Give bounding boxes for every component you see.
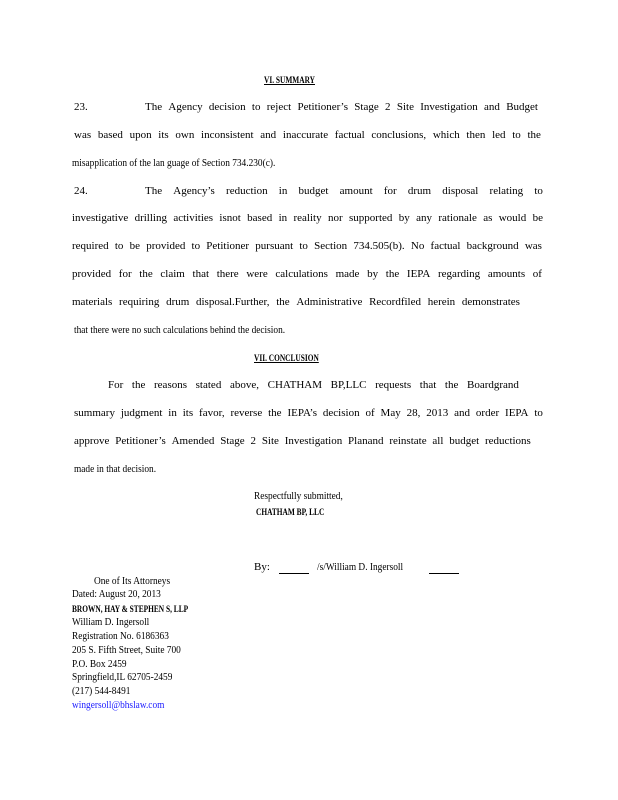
word: activities <box>173 212 214 224</box>
paragraph-number-24: 24. <box>74 185 88 197</box>
word: Stage <box>354 101 379 113</box>
word: provided <box>72 268 112 280</box>
signature-blank-left <box>279 562 309 574</box>
word: reject <box>266 101 292 113</box>
word: by <box>398 212 410 224</box>
word: supported <box>349 212 393 224</box>
word: any <box>416 212 432 224</box>
word: be <box>129 240 141 252</box>
word: Budget <box>506 101 538 113</box>
word: Petitioner’s <box>115 435 166 447</box>
word: as <box>483 212 493 224</box>
word: that <box>419 379 437 391</box>
word: would <box>498 212 527 224</box>
word: CHATHAM <box>267 379 323 391</box>
word: The <box>145 101 163 113</box>
paragraph-24-line-1 <box>145 185 543 198</box>
word: Recordfiled <box>369 296 421 308</box>
word: above, <box>229 379 259 391</box>
registration-number: Registration No. 6186363 <box>72 630 169 642</box>
word: rationale <box>438 212 477 224</box>
word: The <box>145 185 163 197</box>
paragraph-24-line-4 <box>72 268 542 281</box>
word: the <box>268 407 282 419</box>
word: upon <box>129 129 152 141</box>
word: May <box>380 407 401 419</box>
by-label: By: <box>254 561 270 573</box>
word: approve <box>74 435 110 447</box>
word: and <box>454 407 471 419</box>
email-link[interactable]: wingersoll@bhslaw.com <box>72 699 165 711</box>
word: Agency’s <box>173 185 215 197</box>
paragraph-24-line-5 <box>72 296 520 309</box>
word: Investigation <box>284 435 343 447</box>
word: inaccurate <box>282 129 329 141</box>
word: budget <box>298 185 329 197</box>
paragraph-24-line-3 <box>72 240 542 253</box>
word: disposal.Further, <box>196 296 270 308</box>
word: IEPA <box>406 268 431 280</box>
section-heading-conclusion: VII. CONCLUSION <box>254 353 319 363</box>
word: No <box>410 240 425 252</box>
word: drum <box>166 296 190 308</box>
word: amount <box>339 185 373 197</box>
word: requests <box>375 379 412 391</box>
word: IEPA’s <box>287 407 318 419</box>
word: factual <box>334 129 365 141</box>
word: relating <box>489 185 524 197</box>
word: drilling <box>134 212 167 224</box>
word: in <box>278 185 288 197</box>
word: Petitioner <box>206 240 250 252</box>
paragraph-23-line-1 <box>145 101 538 114</box>
signed-name: /s/William D. Ingersoll <box>317 561 404 573</box>
word: For <box>108 379 124 391</box>
word: amounts <box>487 268 526 280</box>
conclusion-line-2 <box>74 407 543 420</box>
word: reverse <box>230 407 263 419</box>
word: to <box>512 129 521 141</box>
word: 28, <box>406 407 421 419</box>
word: reasons <box>154 379 188 391</box>
phone-number: (217) 544-8491 <box>72 685 131 697</box>
word: led <box>492 129 506 141</box>
word: Amended <box>171 435 215 447</box>
word: the <box>385 268 400 280</box>
word: required <box>72 240 109 252</box>
word: there <box>216 268 239 280</box>
word: of <box>365 407 375 419</box>
word: 2 <box>385 101 391 113</box>
attorney-name: William D. Ingersoll <box>72 616 150 628</box>
word: investigative <box>72 212 129 224</box>
word: of <box>532 268 542 280</box>
word: to <box>534 185 543 197</box>
signature-line <box>254 561 459 574</box>
word: requiring <box>119 296 160 308</box>
word: summary <box>74 407 115 419</box>
word: reinstate <box>389 435 427 447</box>
word: were <box>246 268 268 280</box>
word: Stage <box>220 435 245 447</box>
word: pursuant <box>255 240 294 252</box>
signature-party: CHATHAM BP, LLC <box>256 507 325 517</box>
word: and <box>260 129 277 141</box>
conclusion-line-3 <box>74 435 531 448</box>
word: the <box>131 379 146 391</box>
word: disposal <box>442 185 479 197</box>
word: the <box>276 296 290 308</box>
word: for <box>383 185 397 197</box>
word: decision <box>208 101 246 113</box>
word: to <box>191 240 201 252</box>
word: that <box>192 268 210 280</box>
paragraph-number-23: 23. <box>74 101 88 113</box>
word: factual <box>430 240 461 252</box>
word: Agency <box>168 101 203 113</box>
word: isnot <box>219 212 241 224</box>
word: materials <box>72 296 113 308</box>
word: which <box>432 129 460 141</box>
word: its <box>158 129 169 141</box>
word: Investigation <box>420 101 478 113</box>
word: Planand <box>348 435 384 447</box>
word: in <box>168 407 177 419</box>
word: 734.505(b). <box>353 240 405 252</box>
word: judgment <box>120 407 163 419</box>
word: based <box>247 212 273 224</box>
word: Section <box>314 240 348 252</box>
word: reductions <box>485 435 531 447</box>
word: for <box>118 268 132 280</box>
word: drum <box>407 185 432 197</box>
word: in <box>278 212 288 224</box>
word: Petitioner’s <box>297 101 348 113</box>
word: stated <box>195 379 222 391</box>
paragraph-23-line-3: misapplication of the lan guage of Section 734.230(c). <box>72 157 276 169</box>
word: its <box>182 407 194 419</box>
attorney-role: One of Its Attorneys <box>94 575 171 587</box>
word: budget <box>449 435 480 447</box>
word: the <box>444 379 459 391</box>
word: to <box>534 407 543 419</box>
word: inconsistent <box>201 129 254 141</box>
section-heading-summary: VI. SUMMARY <box>264 75 315 85</box>
word: herein <box>427 296 456 308</box>
word: based <box>97 129 123 141</box>
conclusion-line-4: made in that decision. <box>74 463 157 475</box>
paragraph-23-line-2 <box>74 129 541 142</box>
word: all <box>432 435 444 447</box>
word: demonstrates <box>461 296 520 308</box>
word: reality <box>293 212 322 224</box>
word: to <box>114 240 124 252</box>
word: order <box>475 407 500 419</box>
word: be <box>532 212 543 224</box>
word: own <box>175 129 195 141</box>
word: claim <box>160 268 185 280</box>
word: decision <box>322 407 360 419</box>
word: the <box>139 268 153 280</box>
word: regarding <box>438 268 481 280</box>
word: was <box>524 240 542 252</box>
paragraph-24-line-2 <box>72 212 543 225</box>
firm-name: BROWN, HAY & STEPHEN S, LLP <box>72 604 189 614</box>
conclusion-line-1 <box>108 379 519 392</box>
word: to <box>251 101 261 113</box>
word: then <box>466 129 486 141</box>
word: calculations <box>275 268 328 280</box>
city-state-zip: Springfield,IL 62705-2459 <box>72 671 173 683</box>
word: provided <box>146 240 186 252</box>
word: and <box>484 101 500 113</box>
word: 2013 <box>426 407 449 419</box>
word: was <box>74 129 92 141</box>
signature-closing: Respectfully submitted, <box>254 490 343 502</box>
signature-blank-right <box>429 562 459 574</box>
word: the <box>527 129 541 141</box>
date-line: Dated: August 20, 2013 <box>72 588 161 600</box>
word: background <box>466 240 519 252</box>
word: made <box>335 268 360 280</box>
paragraph-24-line-6: that there were no such calculations behind the decision. <box>74 324 286 336</box>
word: 2 <box>250 435 256 447</box>
word: reduction <box>226 185 268 197</box>
street-address: 205 S. Fifth Street, Suite 700 <box>72 644 181 656</box>
po-box: P.O. Box 2459 <box>72 658 127 670</box>
word: by <box>367 268 379 280</box>
word: conclusions, <box>371 129 427 141</box>
word: Site <box>261 435 279 447</box>
word: IEPA <box>505 407 529 419</box>
word: to <box>299 240 308 252</box>
word: Site <box>396 101 414 113</box>
word: Administrative <box>296 296 363 308</box>
word: favor, <box>199 407 225 419</box>
word: BP,LLC <box>330 379 367 391</box>
word: nor <box>327 212 343 224</box>
word: Boardgrand <box>467 379 519 391</box>
